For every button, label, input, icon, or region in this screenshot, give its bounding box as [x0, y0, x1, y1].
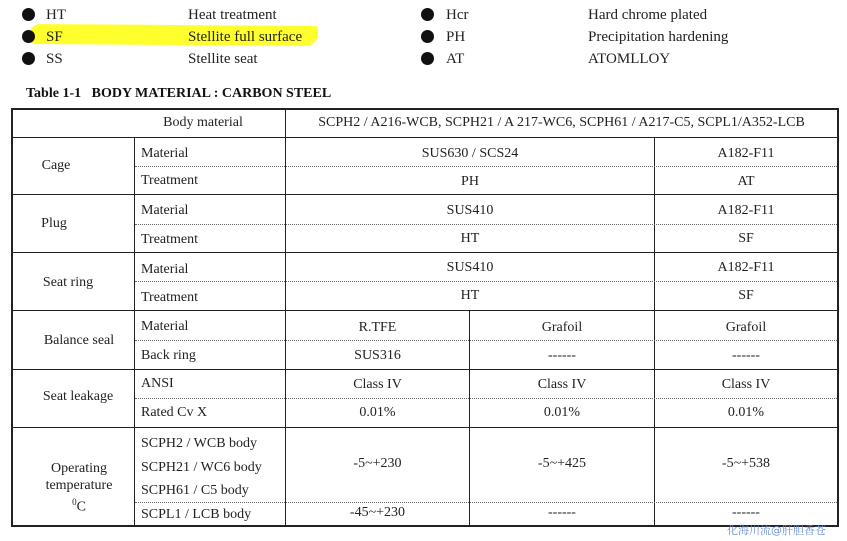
watermark: 化海川流@肝胆香苍: [727, 524, 826, 537]
row-label-seat-ring: Seat ring: [42, 275, 94, 290]
legend-abbr-ht: HT: [46, 7, 66, 23]
legend-abbr-at: AT: [446, 51, 465, 67]
temp-range-2: -5~+425: [537, 456, 587, 471]
table-title: Table 1-1 BODY MATERIAL : CARBON STEEL: [26, 86, 332, 101]
legend-abbr-ss: SS: [46, 51, 63, 67]
sub-label-treatment: Treatment: [141, 232, 199, 247]
header-value: SCPH2 / A216-WCB, SCPH21 / A 217-WC6, SCPH61 / A217-C5, SCPL1/A352-LCB: [318, 115, 805, 130]
seat-leakage-ansi-2: Class IV: [537, 377, 587, 392]
bullet-icon: [421, 30, 434, 43]
seat-leakage-cv-3: 0.01%: [727, 405, 765, 420]
legend-desc-sf: Stellite full surface: [188, 29, 303, 45]
lcb-range-3: ------: [732, 505, 760, 520]
sub-label-treatment: Treatment: [141, 173, 199, 188]
balance-seal-backring-3: ------: [732, 348, 760, 363]
balance-seal-backring-1: SUS316: [354, 348, 401, 363]
temp-range-3: -5~+538: [721, 456, 771, 471]
body-label-wc6: SCPH21 / WC6 body: [141, 460, 262, 475]
row-label-operating: Operating: [51, 461, 107, 476]
row-label-seat-leakage: Seat leakage: [42, 389, 114, 404]
seat-leakage-ansi-1: Class IV: [353, 377, 402, 392]
balance-seal-material-2: Grafoil: [541, 320, 583, 335]
bullet-icon: [421, 8, 434, 21]
sub-label-material: Material: [141, 319, 189, 334]
bullet-icon: [421, 52, 434, 65]
bullet-icon: [22, 30, 35, 43]
legend-abbr-ph: PH: [446, 29, 466, 45]
seat-ring-treatment-b: SF: [738, 288, 754, 303]
cage-treatment-a: PH: [461, 174, 479, 189]
legend-desc-hcr: Hard chrome plated: [588, 7, 708, 23]
legend-abbr-hcr: Hcr: [446, 7, 469, 23]
legend-desc-at: ATOMLLOY: [588, 51, 671, 67]
seat-ring-treatment-a: HT: [460, 288, 480, 303]
seat-leakage-ansi-3: Class IV: [721, 377, 771, 392]
legend-desc-ht: Heat treatment: [188, 7, 277, 23]
row-label-temperature: temperature: [45, 478, 113, 493]
balance-seal-material-3: Grafoil: [725, 320, 767, 335]
degree-superscript: 0: [72, 497, 77, 507]
plug-treatment-b: SF: [738, 231, 754, 246]
sub-label-material: Material: [141, 146, 189, 161]
sub-label-ansi: ANSI: [141, 376, 174, 391]
seat-ring-material-a: SUS410: [446, 260, 494, 275]
sub-label-material: Material: [141, 262, 189, 277]
row-label-unit: [13, 494, 145, 516]
seat-ring-material-b: A182-F11: [717, 260, 775, 275]
sub-label-material: Material: [141, 203, 189, 218]
balance-seal-material-1: R.TFE: [358, 320, 397, 335]
sub-label-back-ring: Back ring: [141, 348, 196, 363]
sub-label-treatment: Treatment: [141, 290, 199, 305]
legend-abbr-sf: SF: [46, 29, 63, 45]
header-label: Body material: [163, 115, 243, 130]
seat-leakage-cv-2: 0.01%: [543, 405, 581, 420]
plug-material-b: A182-F11: [717, 203, 775, 218]
row-label-cage: Cage: [41, 158, 71, 173]
sub-label-rated-cv: Rated Cv X: [141, 405, 208, 420]
cage-material-a: SUS630 / SCS24: [421, 146, 519, 161]
lcb-range-1: -45~+230: [349, 505, 406, 520]
plug-treatment-a: HT: [460, 231, 480, 246]
legend-desc-ph: Precipitation hardening: [588, 29, 729, 45]
balance-seal-backring-2: ------: [548, 348, 576, 363]
temp-range-1: -5~+230: [353, 456, 402, 471]
legend-desc-ss: Stellite seat: [188, 51, 258, 67]
seat-leakage-cv-1: 0.01%: [359, 405, 396, 420]
celsius-label: C: [76, 499, 86, 515]
body-label-wcb: SCPH2 / WCB body: [141, 436, 258, 451]
cage-treatment-b: AT: [737, 174, 755, 189]
body-label-lcb: SCPL1 / LCB body: [141, 507, 252, 522]
bullet-icon: [22, 8, 35, 21]
bullet-icon: [22, 52, 35, 65]
cage-material-b: A182-F11: [717, 146, 775, 161]
body-label-c5: SCPH61 / C5 body: [141, 483, 249, 498]
plug-material-a: SUS410: [446, 203, 494, 218]
row-label-plug: Plug: [41, 216, 67, 231]
row-label-balance-seal: Balance seal: [43, 333, 115, 348]
lcb-range-2: ------: [548, 505, 576, 520]
